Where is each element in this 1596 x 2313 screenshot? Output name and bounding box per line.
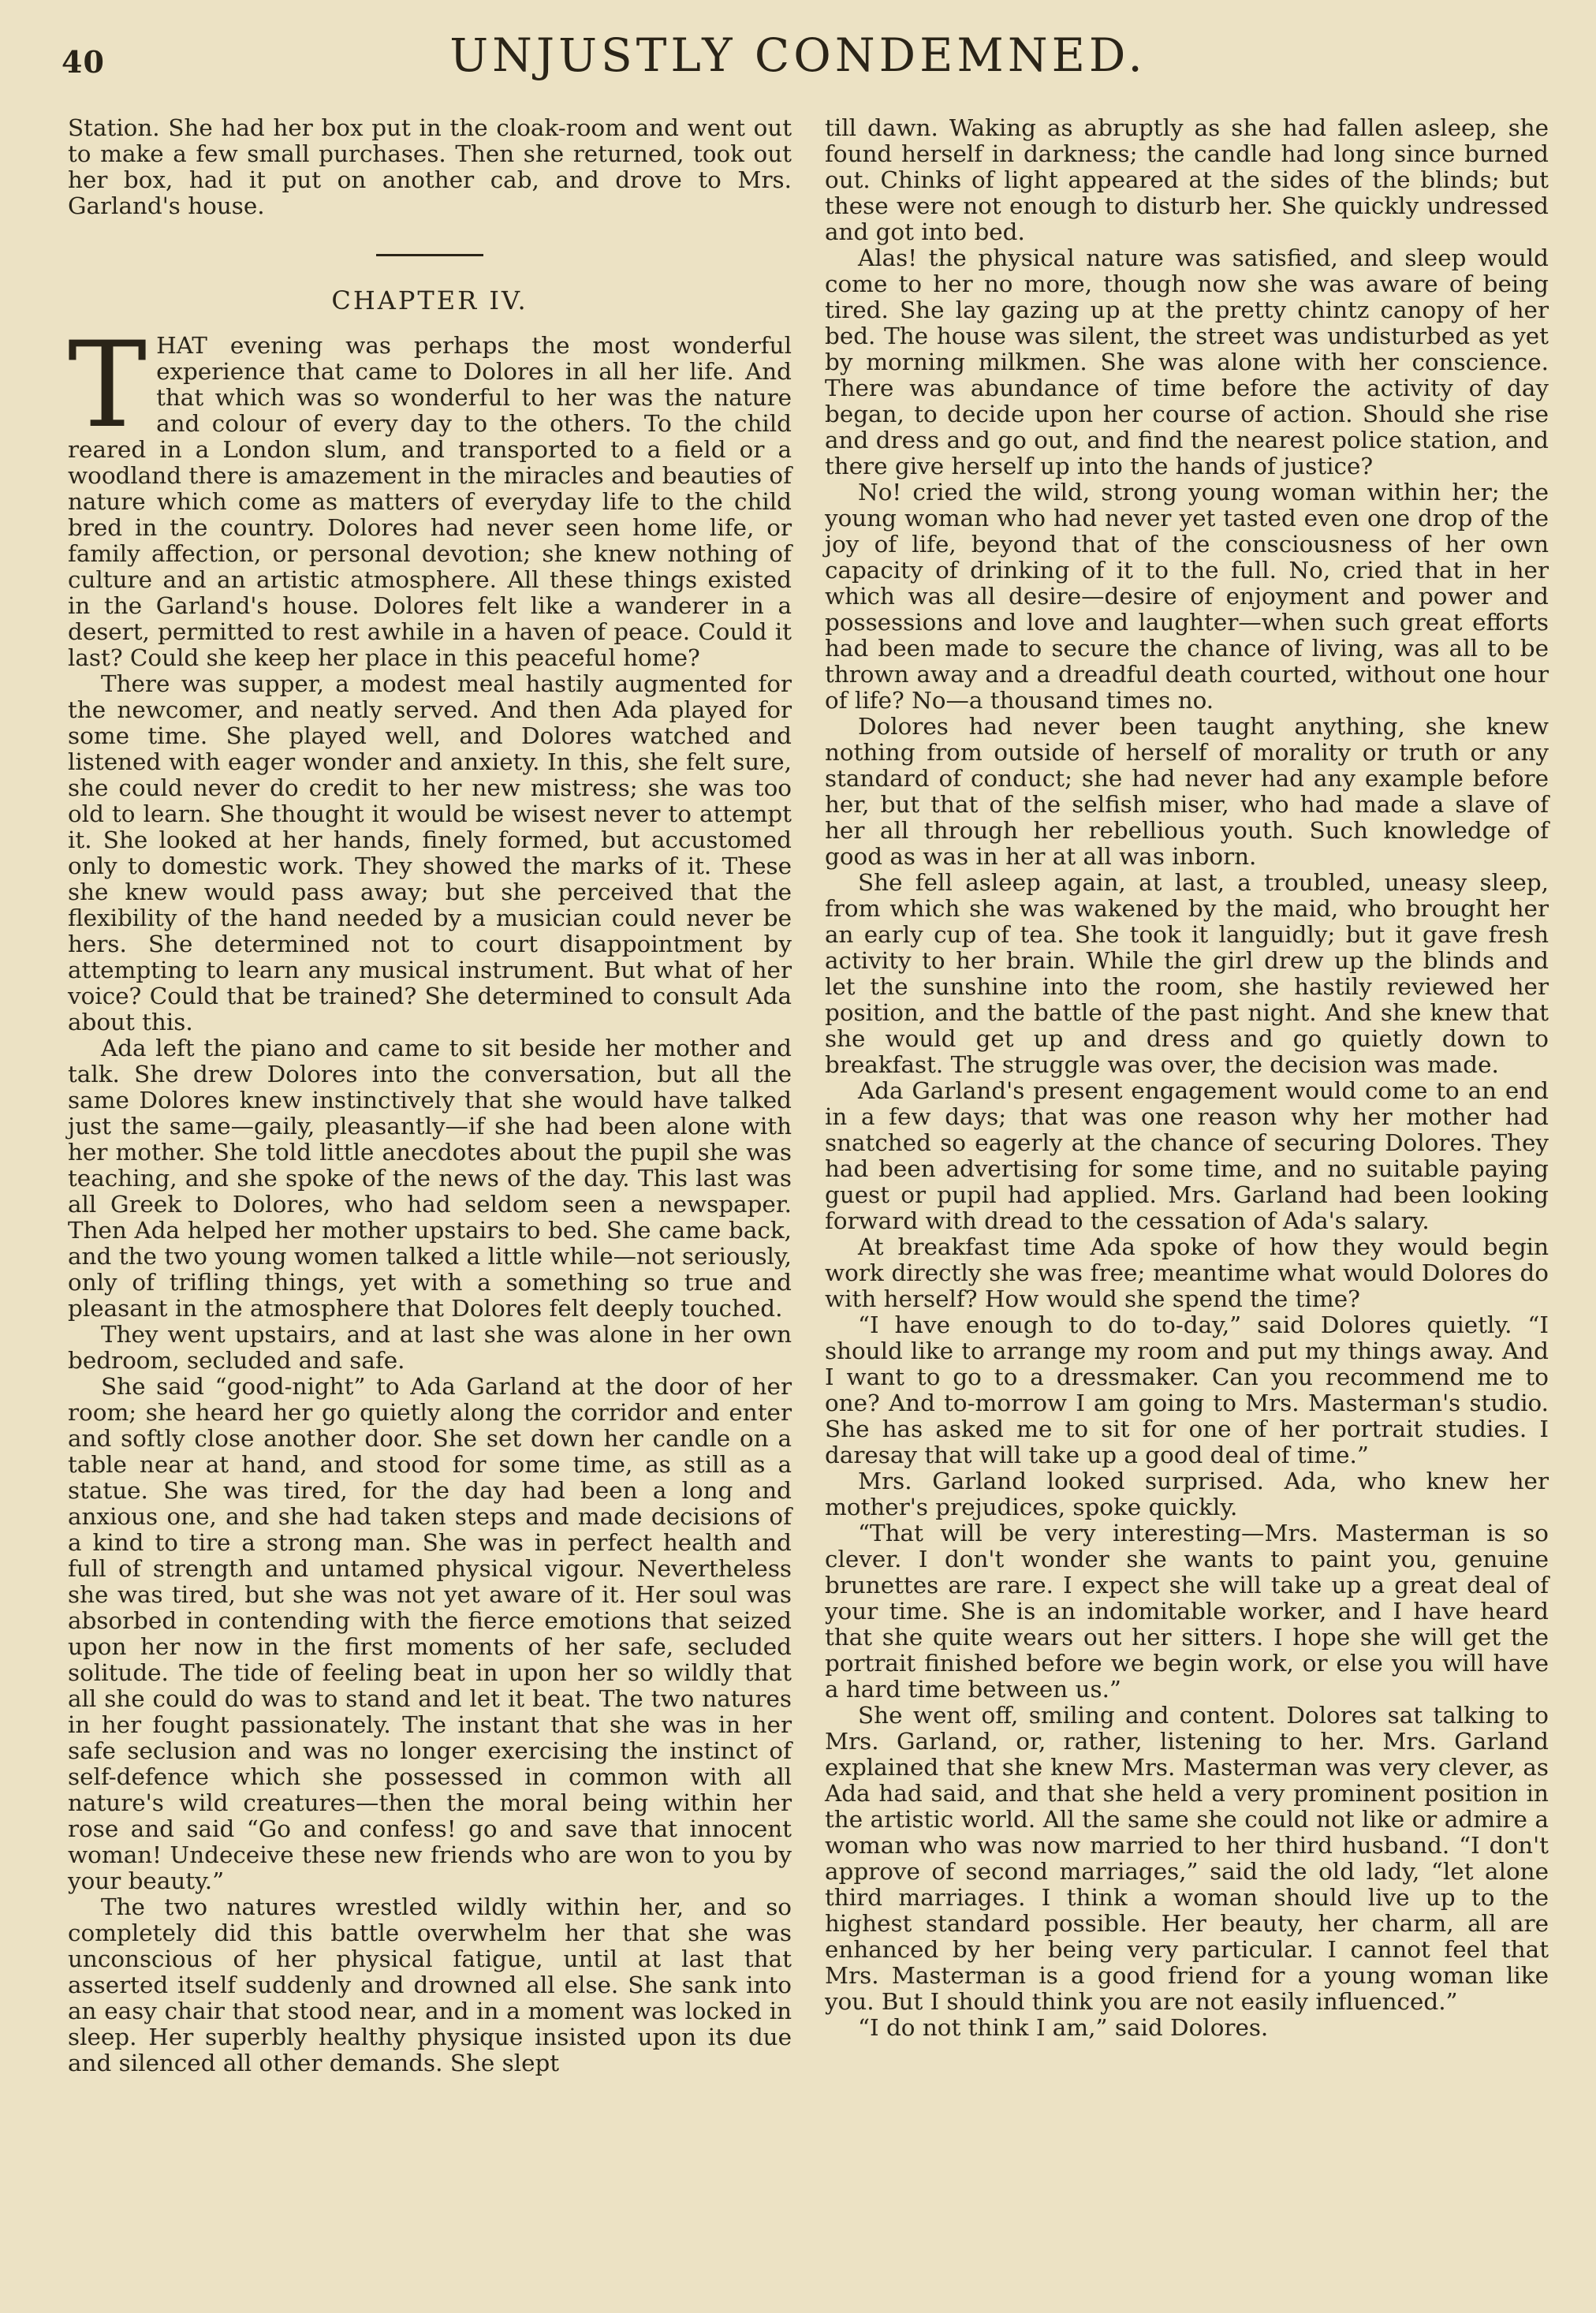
left-column: [68, 115, 792, 2076]
paragraph: She went off, smiling and content. Dolores sat talking to Mrs. Garland, or, rather, listening to her. Mrs. Garland explained that she knew Mrs. Masterman was very clever, as Ada had said, and that she held a very prominent position in the artistic world. All the same she could not like or admire a woman who was now married to her third husband. “I don't approve of second marriages,” said the old lady, “let alone third marriages. I think a woman should live up to the highest standard possible. Her beauty, her charm, all are enhanced by her being very particular. I cannot feel that Mrs. Masterman is a good friend for a young woman like you. But I should think you are not easily influenced.”: [825, 1702, 1549, 2015]
chapter-opening-paragraph: [68, 317, 792, 671]
intro-paragraph: Station. She had her box put in the cloak-room and went out to make a few small purchases. Then she returned, took out her box, had it put on another cab, and drove to Mrs. Garland's house.: [68, 114, 792, 219]
paragraph: till dawn. Waking as abruptly as she had fallen asleep, she found herself in darkness; the candle had long since burned out. Chinks of light appeared at the sides of the blinds; but these were not enough to disturb her. She quickly undressed and got into bed.: [825, 114, 1549, 245]
section-divider: [376, 254, 483, 256]
chapter-heading: CHAPTER IV.: [331, 285, 528, 315]
paragraph: There was supper, a modest meal hastily augmented for the newcomer, and neatly served. And then Ada played for some time. She played well, and Dolores watched and listened with eager wonder and anxiety. In this, she felt sure, she could never do credit to her new mistress; she was too old to learn. She thought it would be wisest never to attempt it. She looked at her hands, finely formed, but accustomed only to domestic work. They showed the marks of it. These she knew would pass away; but she perceived that the flexibility of the hand needed by a musician could never be hers. She determined not to court disappointment by attempting to learn any musical instrument. But what of her voice? Could that be trained? She determined to consult Ada about this.: [68, 670, 792, 1035]
paragraph: She fell asleep again, at last, a troubled, uneasy sleep, from which she was wakened by the maid, who brought her an early cup of tea. She took it languidly; but it gave fresh activity to her brain. While the girl drew up the blinds and let the sunshine into the room, she hastily reviewed her position, and the battle of the past night. And she knew that she would get up and dress and go quietly down to breakfast. The struggle was over, the decision was made.: [825, 869, 1549, 1078]
paragraph: “I have enough to do to-day,” said Dolores quietly. “I should like to arrange my room and put my things away. And I want to go to a dressmaker. Can you recommend me to one? And to-morrow I am going to Mrs. Masterman's studio. She has asked me to sit for one of her portrait studies. I daresay that will take up a good deal of time.”: [825, 1311, 1549, 1468]
paragraph: “That will be very interesting—Mrs. Masterman is so clever. I don't wonder she wants to paint you, genuine brunettes are rare. I expect she will take up a great deal of your time. She is an indomitable worker, and I have heard that she quite wears out her sitters. I hope she will get the portrait finished before we begin work, or else you will have a hard time between us.”: [825, 1520, 1549, 1703]
page-number: 40: [62, 44, 105, 80]
paragraph: At breakfast time Ada spoke of how they would begin work directly she was free; meantime what would Dolores do with herself? How would she spend the time?: [825, 1233, 1549, 1312]
opening-text: HAT evening was perhaps the most wonderful experience that came to Dolores in all her life. And that which was so wonderful to her was the nature and colour of every day to the others. To the child reared in a London slum, and transported to a field or a woodland there is amazement in the miracles and beauties of nature which come as matters of everyday life to the child bred in the country. Dolores had never seen home life, or family affection, or personal devotion; she knew nothing of culture and an artistic atmosphere. All these things existed in the Garland's house. Dolores felt like a wanderer in a desert, permitted to rest awhile in a haven of peace. Could it last? Could she keep her place in this peaceful home?: [68, 332, 792, 671]
paragraph: Alas! the physical nature was satisfied, and sleep would come to her no more, though now she was aware of being tired. She lay gazing up at the pretty chintz canopy of her bed. The house was silent, the street was undisturbed as yet by morning milkmen. She was alone with her conscience. There was abundance of time before the activity of day began, to decide upon her course of action. Should she rise and dress and go out, and find the nearest police station, and there give herself up into the hands of justice?: [825, 244, 1549, 479]
paragraph: Ada left the piano and came to sit beside her mother and talk. She drew Dolores into the conversation, but all the same Dolores knew instinctively that she would have talked just the same—gaily, pleasantly—if she had been alone with her mother. She told little anecdotes about the pupil she was teaching, and she spoke of the news of the day. This last was all Greek to Dolores, who had seldom seen a newspaper. Then Ada helped her mother upstairs to bed. She came back, and the two young women talked a little while—not seriously, only of trifling things, yet with a something so true and pleasant in the atmosphere that Dolores felt deeply touched.: [68, 1035, 792, 1322]
running-head-title: UNJUSTLY CONDEMNED.: [449, 28, 1147, 82]
paragraph: Dolores had never been taught anything, she knew nothing from outside of herself of morality or truth or any standard of conduct; she had never had any example before her, but that of the selfish miser, who had made a slave of her all through her rebellious youth. Such knowledge of good as was in her at all was inborn.: [825, 713, 1549, 870]
paragraph: Mrs. Garland looked surprised. Ada, who knew her mother's prejudices, spoke quickly.: [825, 1468, 1549, 1520]
drop-cap: T: [68, 317, 147, 454]
paragraph: She said “good-night” to Ada Garland at the door of her room; she heard her go quietly along the corridor and enter and softly close another door. She set down her candle on a table near at hand, and stood for some time, as still as a statue. She was tired, for the day had been a long and anxious one, and she had taken steps and made decisions of a kind to tire a strong man. She was in perfect health and full of strength and untamed physical vigour. Nevertheless she was tired, but she was not yet aware of it. Her soul was absorbed in contending with the fierce emotions that seized upon her now in the first moments of her safe, secluded solitude. The tide of feeling beat in upon her so wildly that all she could do was to stand and let it beat. The two natures in her fought passionately. The instant that she was in her safe seclusion and was no longer exercising the instinct of self-defence which she possessed in common with all nature's wild creatures—then the moral being within her rose and said “Go and confess! go and save that innocent woman! Undeceive these new friends who are won to you by your beauty.”: [68, 1373, 792, 1894]
paragraph: They went upstairs, and at last she was alone in her own bedroom, secluded and safe.: [68, 1321, 792, 1374]
right-column: [825, 115, 1549, 2041]
paragraph: “I do not think I am,” said Dolores.: [858, 2014, 1269, 2041]
paragraph: No! cried the wild, strong young woman within her; the young woman who had never yet tasted even one drop of the joy of life, beyond that of the consciousness of her own capacity of drinking of it to the full. No, cried that in her which was all desire—desire of enjoyment and power and possessions and love and laughter—when such great efforts had been made to secure the chance of living, was all to be thrown away and a dreadful death courted, without one hour of life? No—a thousand times no.: [825, 479, 1549, 714]
paragraph: Ada Garland's present engagement would come to an end in a few days; that was one reason why her mother had snatched so eagerly at the chance of securing Dolores. They had been advertising for some time, and no suitable paying guest or pupil had applied. Mrs. Garland had been looking forward with dread to the cessation of Ada's salary.: [825, 1077, 1549, 1234]
paragraph: The two natures wrestled wildly within her, and so completely did this battle overwhelm her that she was unconscious of her physical fatigue, until at last that asserted itself suddenly and drowned all else. She sank into an easy chair that stood near, and in a moment was locked in sleep. Her superbly healthy physique insisted upon its due and silenced all other demands. She slept: [68, 1893, 792, 2076]
